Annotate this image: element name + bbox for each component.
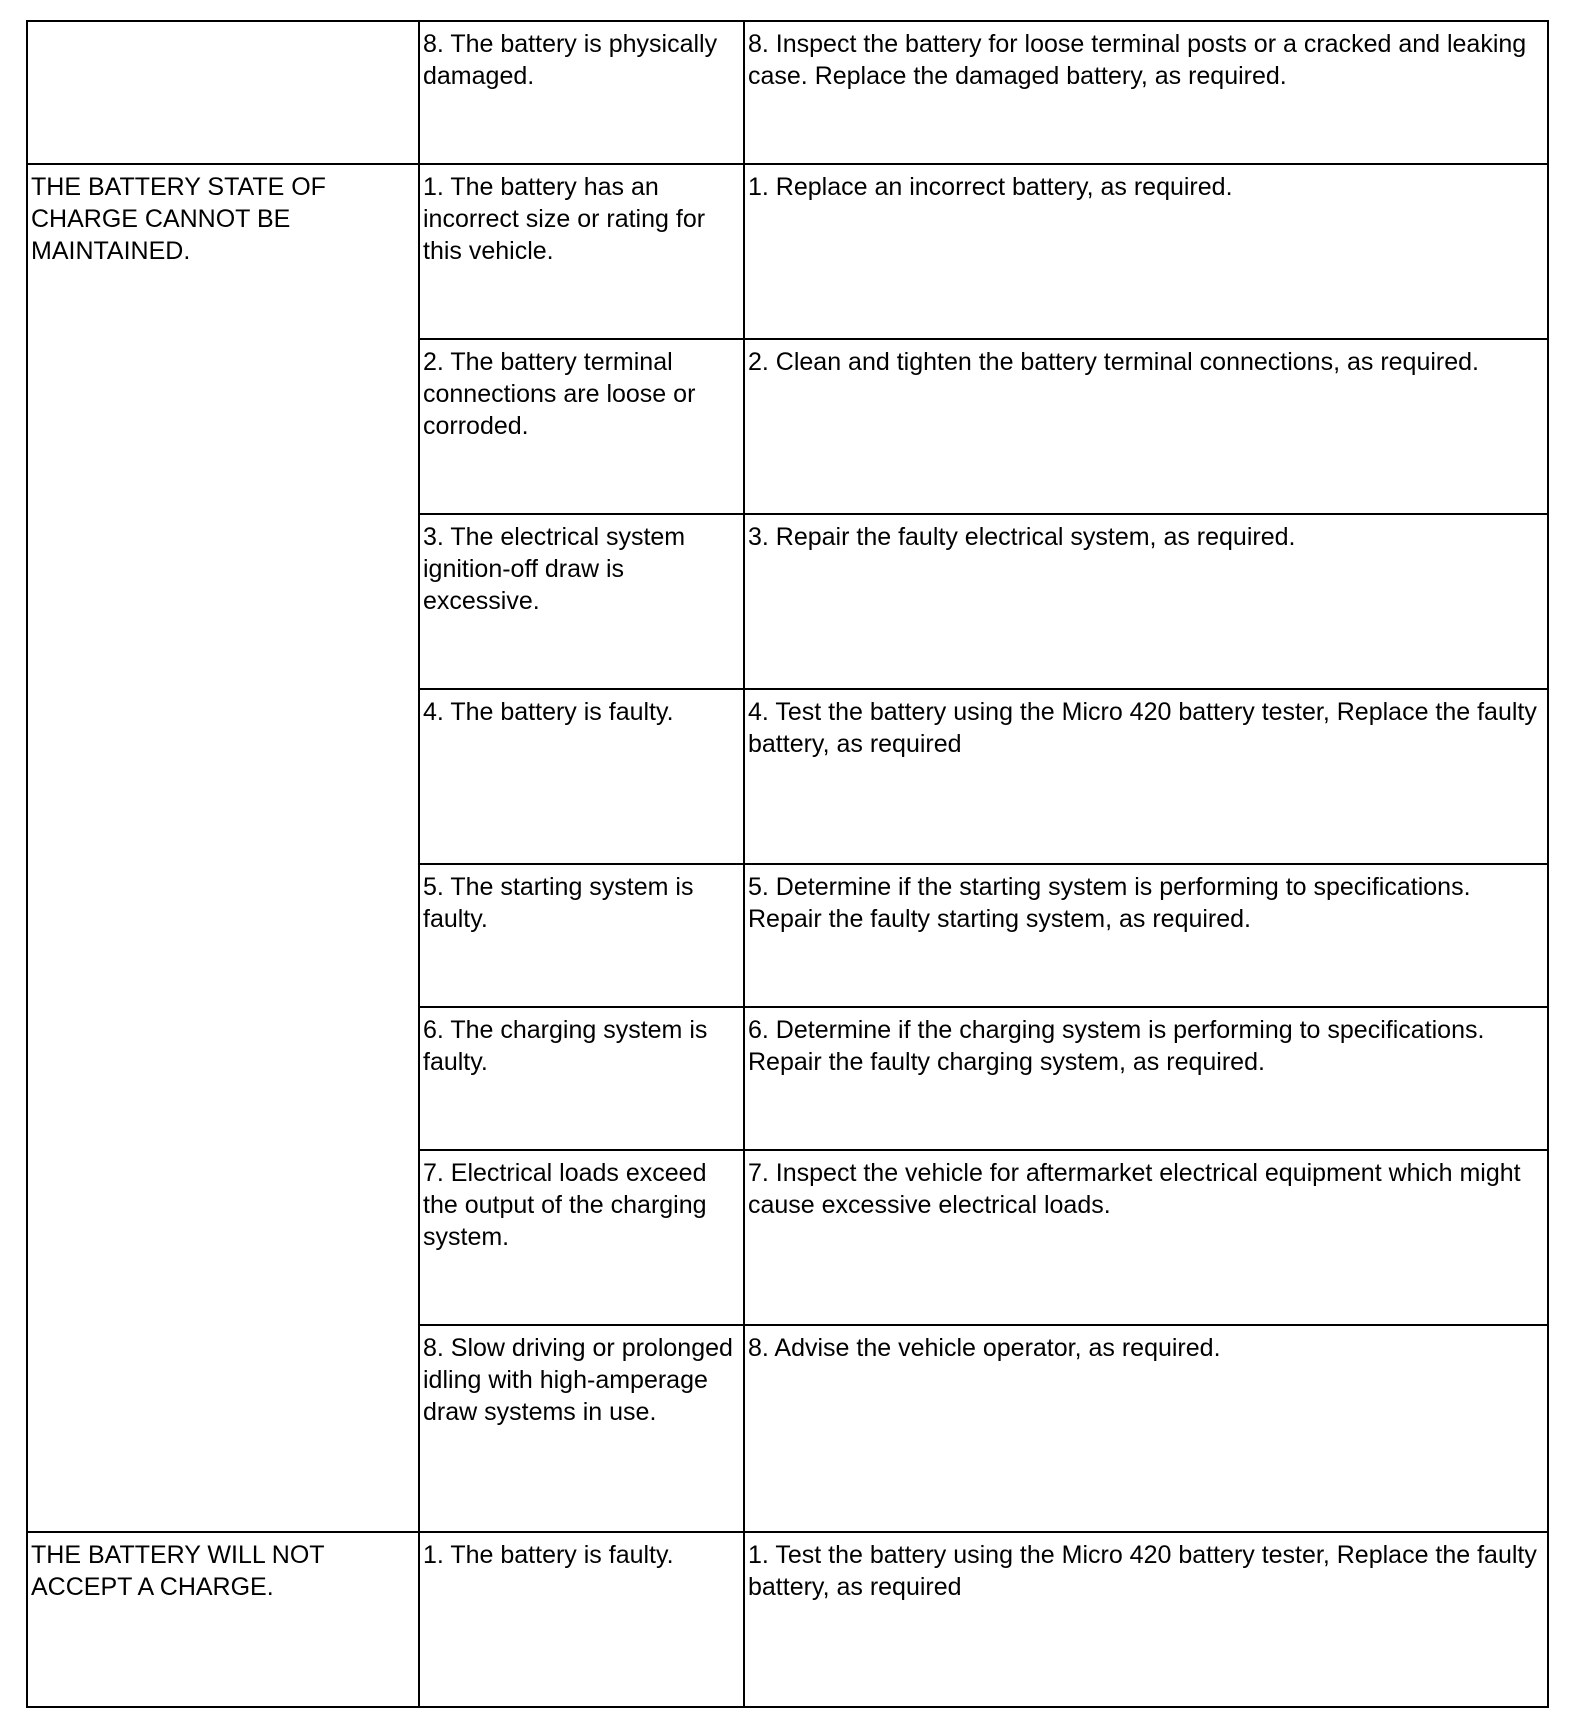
cause-cell: 8. The battery is physically damaged. — [419, 21, 744, 164]
correction-cell: 1. Test the battery using the Micro 420 battery tester, Replace the faulty battery, as required — [744, 1532, 1548, 1707]
condition-cell: THE BATTERY WILL NOT ACCEPT A CHARGE. — [27, 1532, 419, 1707]
correction-cell: 5. Determine if the starting system is performing to specifications. Repair the faulty starting system, as required. — [744, 864, 1548, 1007]
correction-cell: 2. Clean and tighten the battery terminal connections, as required. — [744, 339, 1548, 514]
correction-cell: 4. Test the battery using the Micro 420 battery tester, Replace the faulty battery, as required — [744, 689, 1548, 864]
cause-cell: 3. The electrical system ignition-off draw is excessive. — [419, 514, 744, 689]
correction-cell: 1. Replace an incorrect battery, as required. — [744, 164, 1548, 339]
cause-cell: 2. The battery terminal connections are loose or corroded. — [419, 339, 744, 514]
cause-cell: 4. The battery is faulty. — [419, 689, 744, 864]
cause-cell: 1. The battery is faulty. — [419, 1532, 744, 1707]
diagnostic-table — [26, 20, 1549, 1708]
cause-cell: 6. The charging system is faulty. — [419, 1007, 744, 1150]
table-row — [27, 21, 1548, 164]
cause-cell: 1. The battery has an incorrect size or rating for this vehicle. — [419, 164, 744, 339]
cause-cell: 7. Electrical loads exceed the output of the charging system. — [419, 1150, 744, 1325]
correction-cell: 8. Advise the vehicle operator, as required. — [744, 1325, 1548, 1532]
correction-cell: 6. Determine if the charging system is performing to specifications. Repair the faulty charging system, as required. — [744, 1007, 1548, 1150]
correction-cell: 7. Inspect the vehicle for aftermarket electrical equipment which might cause excessive electrical loads. — [744, 1150, 1548, 1325]
table-row — [27, 1532, 1548, 1707]
table-row — [27, 164, 1548, 339]
cause-cell: 8. Slow driving or prolonged idling with high-amperage draw systems in use. — [419, 1325, 744, 1532]
correction-cell: 3. Repair the faulty electrical system, as required. — [744, 514, 1548, 689]
correction-cell: 8. Inspect the battery for loose terminal posts or a cracked and leaking case. Replace the damaged battery, as required. — [744, 21, 1548, 164]
condition-cell — [27, 21, 419, 164]
condition-cell: THE BATTERY STATE OF CHARGE CANNOT BE MAINTAINED. — [27, 164, 419, 1532]
cause-cell: 5. The starting system is faulty. — [419, 864, 744, 1007]
